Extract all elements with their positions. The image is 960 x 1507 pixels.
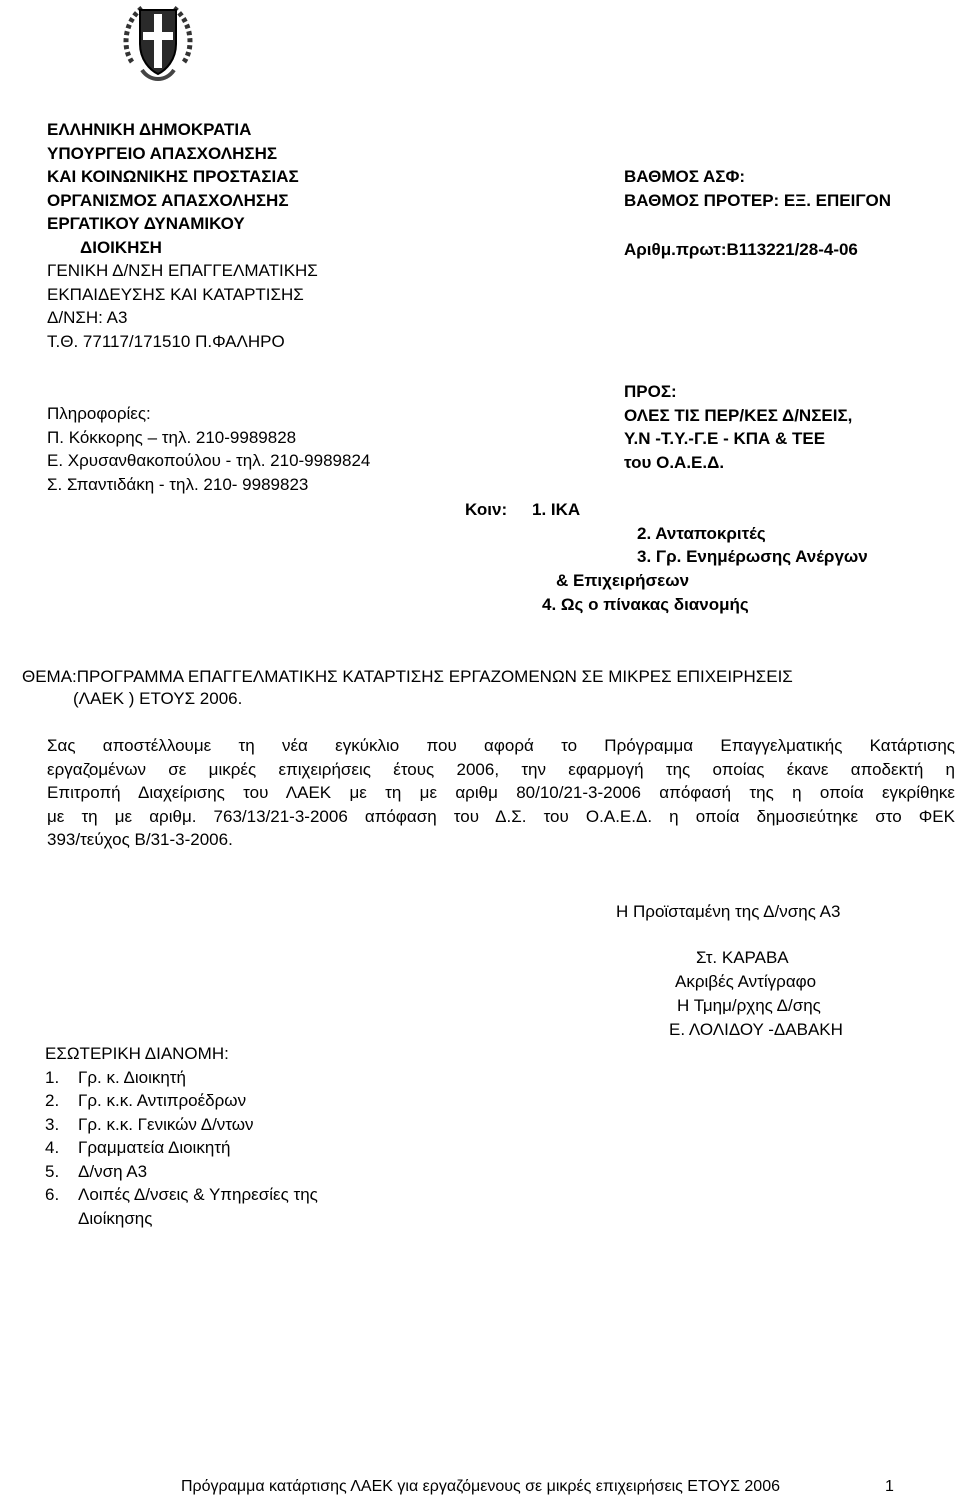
recipients-label: ΠΡΟΣ: bbox=[624, 382, 677, 401]
issuer-block bbox=[47, 118, 299, 259]
priority: ΒΑΘΜΟΣ ΠΡΟΤΕΡ: ΕΞ. ΕΠΕΙΓΟΝ bbox=[624, 190, 892, 210]
body-line-3: Επιτροπή Διαχείρισης του ΛΑΕΚ με τη με αριθμ 80/10/21-3-2006 απόφασή της η οποία εγκρίθηκε bbox=[47, 783, 955, 802]
cc-item-3: 3. Γρ. Ενημέρωσης Ανέργων bbox=[637, 547, 868, 566]
cc-item-2: 2. Ανταποκριτές bbox=[637, 524, 766, 543]
issuer-line-4: ΟΡΓΑΝΙΣΜΟΣ ΑΠΑΣΧΟΛΗΣΗΣ bbox=[47, 190, 289, 210]
page-number: 1 bbox=[885, 1478, 894, 1495]
signature-title: Η Προϊσταμένη της Δ/νσης Α3 bbox=[616, 902, 841, 921]
list-item: 3. Γρ. κ.κ. Γενικών Δ/ντων bbox=[45, 1114, 254, 1134]
info-contact-2: Ε. Χρυσανθακοπούλου - τηλ. 210-9989824 bbox=[47, 451, 371, 470]
body-line-2: εργαζομένων σε μικρές επιχειρήσεις έτους 2006, την εφαρμογή της οποίας έκανε αποδεκτή η bbox=[47, 759, 955, 779]
certified-copy: Ακριβές Αντίγραφο bbox=[675, 972, 817, 991]
body-line-5: 393/τεύχος Β/31-3-2006. bbox=[47, 830, 233, 849]
classification-block bbox=[624, 165, 891, 212]
list-item: 6. Λοιπές Δ/νσεις & Υπηρεσίες της bbox=[45, 1185, 318, 1204]
issuer-line-1: ΕΛΛΗΝΙΚΗ ΔΗΜΟΚΡΑΤΙΑ bbox=[47, 120, 252, 139]
issuer-line-9: Δ/ΝΣΗ: Α3 bbox=[47, 308, 128, 327]
issuer-subblock bbox=[47, 259, 318, 353]
body-paragraph bbox=[47, 734, 955, 852]
list-item: Διοίκησης bbox=[78, 1208, 153, 1228]
list-item: 5. Δ/νση Α3 bbox=[45, 1161, 148, 1181]
issuer-line-6: ΔΙΟΙΚΗΣΗ bbox=[80, 237, 162, 257]
subject-line-1: ΘΕΜΑ:ΠΡΟΓΡΑΜΜΑ ΕΠΑΓΓΕΛΜΑΤΙΚΗΣ ΚΑΤΑΡΤΙΣΗΣ ΕΡΓΑΖΟΜΕΝΩΝ ΣΕ ΜΙΚΡΕΣ ΕΠΙΧΕΙΡΗΣΕΙΣ bbox=[22, 667, 793, 686]
cc-item-3-cont: & Επιχειρήσεων bbox=[556, 571, 690, 590]
recipients-line-1: ΟΛΕΣ ΤΙΣ ΠΕΡ/ΚΕΣ Δ/ΝΣΕΙΣ, bbox=[624, 405, 853, 425]
list-item: 2. Γρ. κ.κ. Αντιπροέδρων bbox=[45, 1091, 247, 1110]
footer-text: Πρόγραμμα κατάρτισης ΛΑΕΚ για εργαζόμενους σε μικρές επιχειρήσεις ΕΤΟΥΣ 2006 bbox=[181, 1478, 780, 1495]
info-label: Πληροφορίες: bbox=[47, 404, 151, 423]
list-item: 1. Γρ. κ. Διοικητή bbox=[45, 1067, 186, 1087]
distribution-block bbox=[45, 1042, 318, 1230]
protocol-number: Αριθμ.πρωτ:Β113221/28-4-06 bbox=[624, 240, 858, 259]
cc-label: Κοιν: bbox=[465, 500, 508, 519]
subject-line-2: (ΛΑΕΚ ) ΕΤΟΥΣ 2006. bbox=[73, 689, 243, 708]
certifying-department: Η Τμημ/ρχης Δ/σης bbox=[677, 996, 821, 1015]
info-contact-1: Π. Κόκκορης – τηλ. 210-9989828 bbox=[47, 427, 297, 447]
certifying-clerk: Ε. ΛΟΛΙΔΟΥ -ΔΑΒΑΚΗ bbox=[669, 1020, 843, 1039]
info-block bbox=[47, 402, 370, 496]
body-line-1: Σας αποστέλλουμε τη νέα εγκύκλιο που αφορά το Πρόγραμμα Επαγγελματικής Κατάρτισης bbox=[47, 736, 955, 755]
issuer-line-3: ΚΑΙ ΚΟΙΝΩΝΙΚΗΣ ΠΡΟΣΤΑΣΙΑΣ bbox=[47, 167, 299, 186]
recipients-block bbox=[624, 380, 852, 474]
list-item: 4. Γραμματεία Διοικητή bbox=[45, 1138, 231, 1157]
body-line-4: με τη με αριθμ. 763/13/21-3-2006 απόφαση του Δ.Σ. του Ο.Α.Ε.Δ. η οποία δημοσιεύτηκε στο ΦΕΚ bbox=[47, 806, 955, 826]
greek-coat-of-arms-icon bbox=[118, 0, 198, 100]
issuer-line-5: ΕΡΓΑΤΙΚΟΥ ΔΥΝΑΜΙΚΟΥ bbox=[47, 214, 245, 233]
cc-item-1: 1. ΙΚΑ bbox=[532, 500, 581, 519]
signature-name: Στ. ΚΑΡΑΒΑ bbox=[696, 948, 789, 967]
info-contact-3: Σ. Σπαντιδάκη - τηλ. 210- 9989823 bbox=[47, 474, 309, 494]
issuer-line-7: ΓΕΝΙΚΗ Δ/ΝΣΗ ΕΠΑΓΓΕΛΜΑΤΙΚΗΣ bbox=[47, 261, 318, 280]
recipients-line-3: του Ο.Α.Ε.Δ. bbox=[624, 452, 725, 472]
issuer-line-8: ΕΚΠΑΙΔΕΥΣΗΣ ΚΑΙ ΚΑΤΑΡΤΙΣΗΣ bbox=[47, 284, 304, 304]
cc-item-4: 4. Ως ο πίνακας διανομής bbox=[542, 595, 749, 614]
distribution-label: ΕΣΩΤΕΡΙΚΗ ΔΙΑΝΟΜΗ: bbox=[45, 1044, 229, 1063]
issuer-line-2: ΥΠΟΥΡΓΕΙΟ ΑΠΑΣΧΟΛΗΣΗΣ bbox=[47, 143, 278, 163]
recipients-line-2: Υ.Ν -Τ.Υ.-Γ.Ε - ΚΠΑ & ΤΕΕ bbox=[624, 429, 826, 448]
issuer-line-10: Τ.Θ. 77117/171510 Π.ΦΑΛΗΡΟ bbox=[47, 331, 285, 351]
classification: ΒΑΘΜΟΣ ΑΣΦ: bbox=[624, 167, 746, 186]
